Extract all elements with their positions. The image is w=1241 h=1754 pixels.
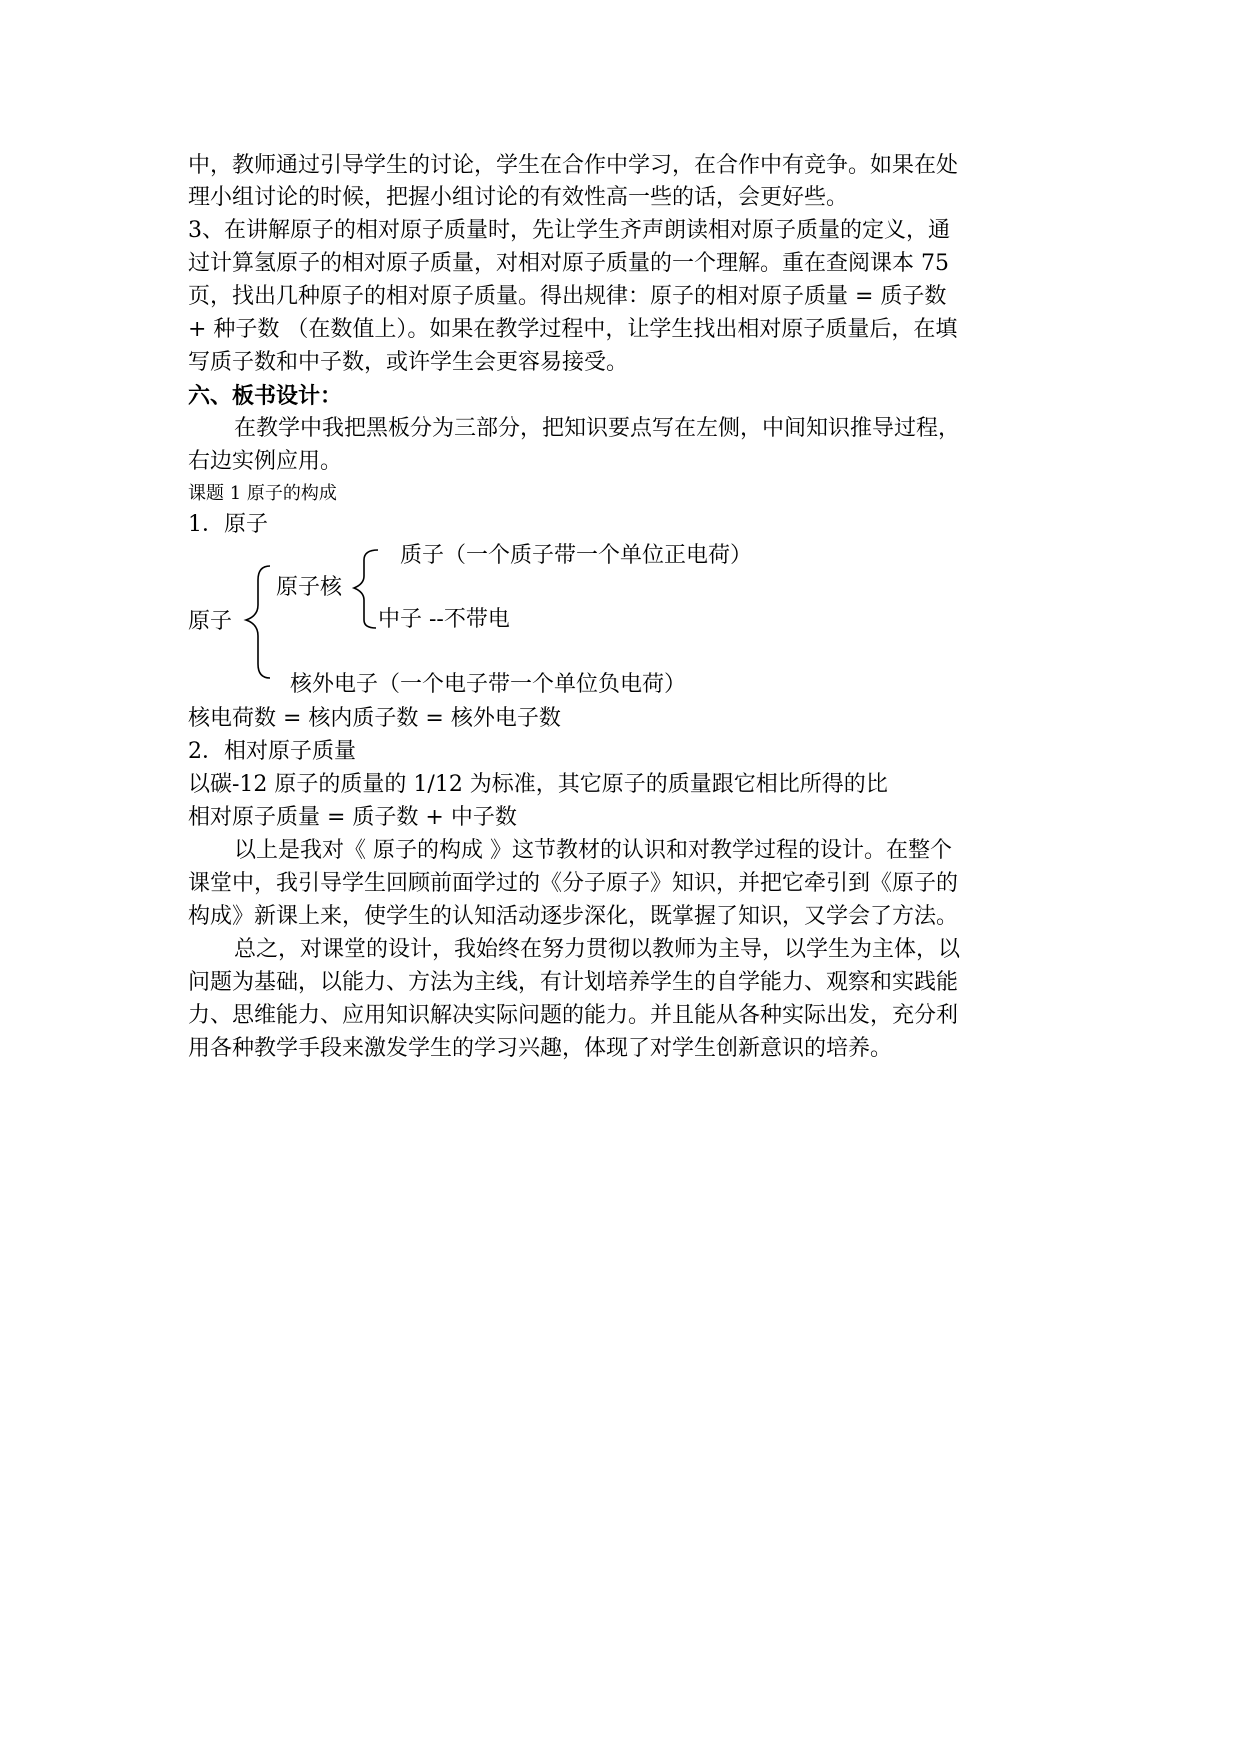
brace-lines xyxy=(0,0,1241,720)
text-line: 右边实例应用。 xyxy=(188,449,343,474)
text-line: 构成》新课上来，使学生的认知活动逐步深化，既掌握了知识，又学会了方法。 xyxy=(188,904,959,929)
topic-title: 课题 1 原子的构成 xyxy=(188,483,337,504)
equation: 核电荷数 = 核内质子数 = 核外电子数 xyxy=(188,706,561,731)
text-line: 中，教师通过引导学生的讨论，学生在合作中学习，在合作中有竞争。如果在处 xyxy=(188,153,959,178)
equation: 相对原子质量 = 质子数 + 中子数 xyxy=(188,805,517,830)
text-line: 以上是我对《 原子的构成 》这节教材的认识和对教学过程的设计。在整个 xyxy=(234,838,952,863)
text-line: 理小组讨论的时候，把握小组讨论的有效性高一些的话，会更好些。 xyxy=(188,185,849,210)
text-line: 力、思维能力、应用知识解决实际问题的能力。并且能从各种实际出发，充分利 xyxy=(188,1003,959,1028)
text-line: 用各种教学手段来激发学生的学习兴趣，体现了对学生创新意识的培养。 xyxy=(188,1036,893,1061)
text-line: 问题为基础，以能力、方法为主线，有计划培养学生的自学能力、观察和实践能 xyxy=(188,970,959,995)
section-heading: 六、板书设计： xyxy=(188,383,343,409)
diagram-neutron: 中子 --不带电 xyxy=(378,607,510,632)
outer-brace xyxy=(246,566,270,678)
text-line: 写质子数和中子数，或许学生会更容易接受。 xyxy=(188,350,629,375)
text-line: 页，找出几种原子的相对原子质量。得出规律：原子的相对原子质量 = 质子数 xyxy=(188,284,947,309)
diagram-root: 原子 xyxy=(188,609,233,634)
diagram-electron: 核外电子（一个电子带一个单位负电荷） xyxy=(290,672,687,697)
item-title: 2．相对原子质量 xyxy=(188,739,356,764)
inner-brace xyxy=(354,550,378,628)
definition-text: 以碳-12 原子的质量的 1/12 为标准，其它原子的质量跟它相比所得的比 xyxy=(188,772,888,797)
text-line: 过计算氢原子的相对原子质量，对相对原子质量的一个理解。重在查阅课本 75 xyxy=(188,251,949,276)
text-line: 在教学中我把黑板分为三部分，把知识要点写在左侧，中间知识推导过程， xyxy=(234,416,961,441)
text-line: 3、在讲解原子的相对原子质量时，先让学生齐声朗读相对原子质量的定义，通 xyxy=(188,218,950,243)
item-title: 1．原子 xyxy=(188,512,268,537)
text-line: + 种子数 （在数值上）。如果在教学过程中，让学生找出相对原子质量后，在填 xyxy=(188,317,958,342)
text-line: 总之，对课堂的设计，我始终在努力贯彻以教师为主导，以学生为主体，以 xyxy=(234,937,961,962)
diagram-proton: 质子（一个质子带一个单位正电荷） xyxy=(400,543,753,568)
diagram-nucleus: 原子核 xyxy=(276,575,343,600)
text-line: 课堂中，我引导学生回顾前面学过的《分子原子》知识，并把它牵引到《原子的 xyxy=(188,871,959,896)
